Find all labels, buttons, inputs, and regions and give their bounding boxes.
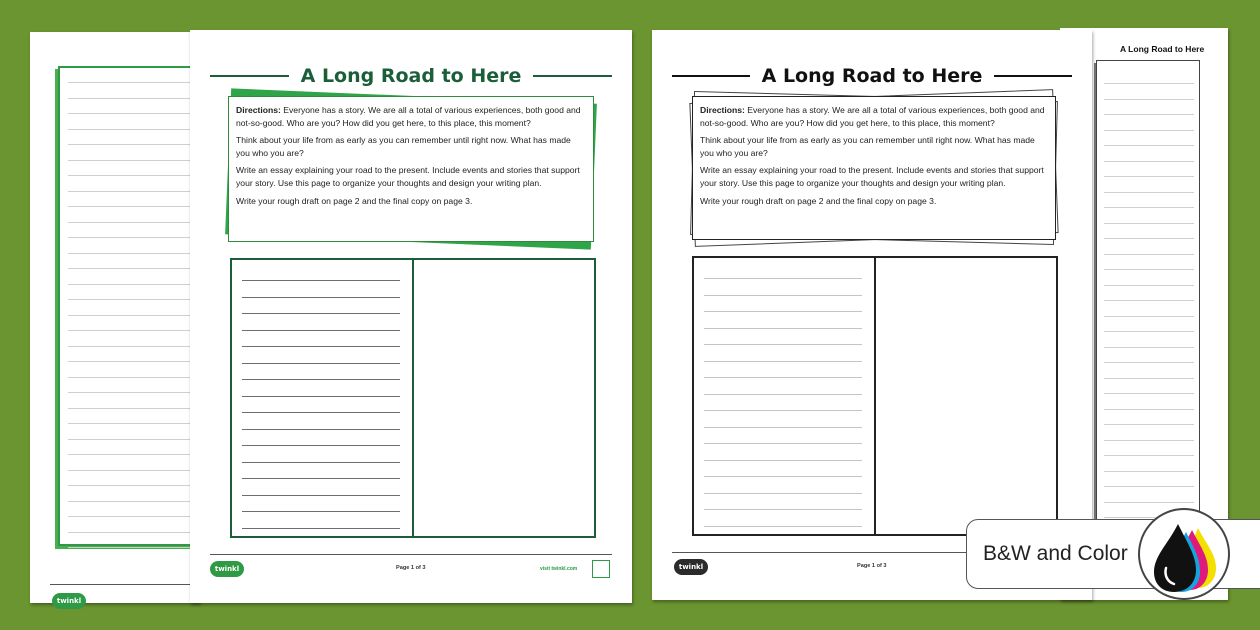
color-worksheet-page: [190, 30, 632, 603]
writing-line: [68, 392, 198, 393]
writing-line: [68, 516, 198, 517]
writing-line: [704, 526, 862, 527]
writing-line: [1104, 362, 1194, 363]
writing-line: [1104, 145, 1194, 146]
page-number: Page 1 of 3: [857, 563, 887, 569]
writing-line: [1104, 486, 1194, 487]
writing-line: [68, 98, 198, 99]
writing-line: [704, 311, 862, 312]
title-row: [210, 64, 612, 88]
worksheet-title: A Long Road to Here: [761, 65, 983, 87]
bw-worksheet-page: [652, 30, 1092, 600]
writing-line: [1104, 161, 1194, 162]
writing-line: [242, 313, 400, 314]
footer-divider: [210, 554, 612, 555]
writing-line: [68, 144, 198, 145]
writing-line: [1104, 300, 1194, 301]
directions-text-4: Write your rough draft on page 2 and the final copy on page 3.: [236, 195, 473, 206]
color-lined-page: [30, 32, 200, 603]
directions-panel: [228, 96, 594, 242]
directions-text-4: Write your rough draft on page 2 and the final copy on page 3.: [700, 195, 937, 206]
ink-drops-icon: [1138, 508, 1230, 600]
writing-line: [1104, 223, 1194, 224]
directions-text-2: Think about your life from as early as you can remember until right now. What has made you who you are?: [236, 135, 571, 158]
writing-line: [68, 439, 198, 440]
writing-line: [68, 501, 198, 502]
writing-line: [1104, 502, 1194, 503]
planning-lines: [704, 278, 862, 542]
writing-line: [704, 278, 862, 279]
writing-line: [242, 297, 400, 298]
writing-line: [68, 160, 198, 161]
title-rule-right: [994, 75, 1072, 77]
directions-box: [692, 96, 1056, 240]
planning-notes-column: [694, 258, 876, 534]
writing-line: [242, 412, 400, 413]
writing-line: [68, 408, 198, 409]
writing-line: [242, 462, 400, 463]
writing-line: [68, 268, 198, 269]
title-rule-left: [210, 75, 289, 77]
writing-line: [68, 330, 198, 331]
writing-line: [1104, 393, 1194, 394]
writing-line: [1104, 238, 1194, 239]
writing-line: [68, 532, 198, 533]
writing-line: [1104, 83, 1194, 84]
writing-line: [1104, 409, 1194, 410]
writing-line: [704, 509, 862, 510]
writing-line: [1104, 424, 1194, 425]
writing-line: [704, 427, 862, 428]
writing-line: [68, 454, 198, 455]
writing-line: [704, 493, 862, 494]
writing-line: [68, 284, 198, 285]
writing-line: [68, 315, 198, 316]
writing-line: [68, 129, 198, 130]
writing-line: [704, 295, 862, 296]
directions-text-2: Think about your life from as early as you can remember until right now. What has made you who you are?: [700, 135, 1035, 158]
writing-line: [68, 485, 198, 486]
writing-line: [704, 460, 862, 461]
writing-line: [704, 361, 862, 362]
writing-line: [242, 495, 400, 496]
writing-line: [704, 344, 862, 345]
writing-line: [704, 443, 862, 444]
directions-text-3: Write an essay explaining your road to the present. Include events and stories that support your story. Use this page to organize your thoughts and design your writing plan.: [236, 165, 580, 188]
footer-divider: [50, 584, 200, 585]
planning-blank-column: [876, 258, 1056, 534]
directions-text-1: Everyone has a story. We are all a total of various experiences, both good and not-so-good. Who are you? How did you get here, to this place, this moment?: [236, 105, 581, 128]
writing-line: [1104, 331, 1194, 332]
planning-lines: [242, 280, 400, 544]
writing-line: [242, 363, 400, 364]
writing-line: [1104, 254, 1194, 255]
writing-line: [68, 361, 198, 362]
writing-line: [242, 280, 400, 281]
directions-label: Directions:: [236, 105, 281, 115]
writing-line: [242, 528, 400, 529]
writing-line: [68, 253, 198, 254]
lined-page-title: A Long Road to Here: [1120, 44, 1205, 54]
writing-line: [704, 394, 862, 395]
twinkl-logo: twinkl: [52, 593, 86, 609]
writing-line: [1104, 99, 1194, 100]
writing-line: [1104, 378, 1194, 379]
writing-line: [1104, 471, 1194, 472]
title-rule-right: [533, 75, 612, 77]
quality-badge-icon: [592, 560, 610, 578]
title-row: [672, 64, 1072, 88]
writing-line: [1104, 192, 1194, 193]
writing-line: [242, 445, 400, 446]
writing-line: [1104, 207, 1194, 208]
twinkl-logo: twinkl: [674, 559, 708, 575]
planning-blank-column: [414, 260, 594, 536]
writing-line: [68, 113, 198, 114]
writing-line: [704, 410, 862, 411]
writing-line: [1104, 285, 1194, 286]
writing-line: [242, 429, 400, 430]
visit-link: visit twinkl.com: [540, 566, 578, 572]
writing-line: [68, 222, 198, 223]
writing-line: [1104, 269, 1194, 270]
worksheet-title: A Long Road to Here: [300, 65, 522, 87]
planning-grid: [230, 258, 596, 538]
writing-line: [68, 237, 198, 238]
writing-line: [242, 346, 400, 347]
writing-line: [1104, 455, 1194, 456]
directions-text-3: Write an essay explaining your road to the present. Include events and stories that support your story. Use this page to organize your thoughts and design your writing plan.: [700, 165, 1044, 188]
writing-line: [242, 478, 400, 479]
writing-line: [68, 346, 198, 347]
writing-line: [242, 396, 400, 397]
writing-lines: [68, 82, 198, 563]
writing-line: [704, 377, 862, 378]
writing-line: [1104, 130, 1194, 131]
writing-line: [242, 379, 400, 380]
writing-line: [68, 470, 198, 471]
writing-line: [68, 206, 198, 207]
directions-text-1: Everyone has a story. We are all a total of various experiences, both good and not-so-good. Who are you? How did you get here, to this place, this moment?: [700, 105, 1045, 128]
directions-box: [228, 96, 594, 242]
writing-line: [68, 191, 198, 192]
planning-grid: [692, 256, 1058, 536]
writing-line: [704, 476, 862, 477]
writing-line: [1104, 114, 1194, 115]
title-rule-left: [672, 75, 750, 77]
writing-line: [68, 547, 198, 548]
writing-line: [68, 377, 198, 378]
writing-lines: [1104, 83, 1194, 548]
writing-line: [68, 82, 198, 83]
writing-line: [68, 423, 198, 424]
planning-notes-column: [232, 260, 414, 536]
writing-line: [1104, 316, 1194, 317]
writing-line: [1104, 347, 1194, 348]
writing-line: [68, 175, 198, 176]
directions-label: Directions:: [700, 105, 745, 115]
writing-line: [1104, 176, 1194, 177]
writing-line: [1104, 440, 1194, 441]
twinkl-logo: twinkl: [210, 561, 244, 577]
directions-panel: [692, 96, 1056, 240]
writing-line: [704, 328, 862, 329]
label-text: B&W and Color: [983, 542, 1128, 565]
page-number: Page 1 of 3: [396, 565, 426, 571]
writing-line: [242, 511, 400, 512]
writing-line: [242, 330, 400, 331]
writing-line: [68, 299, 198, 300]
